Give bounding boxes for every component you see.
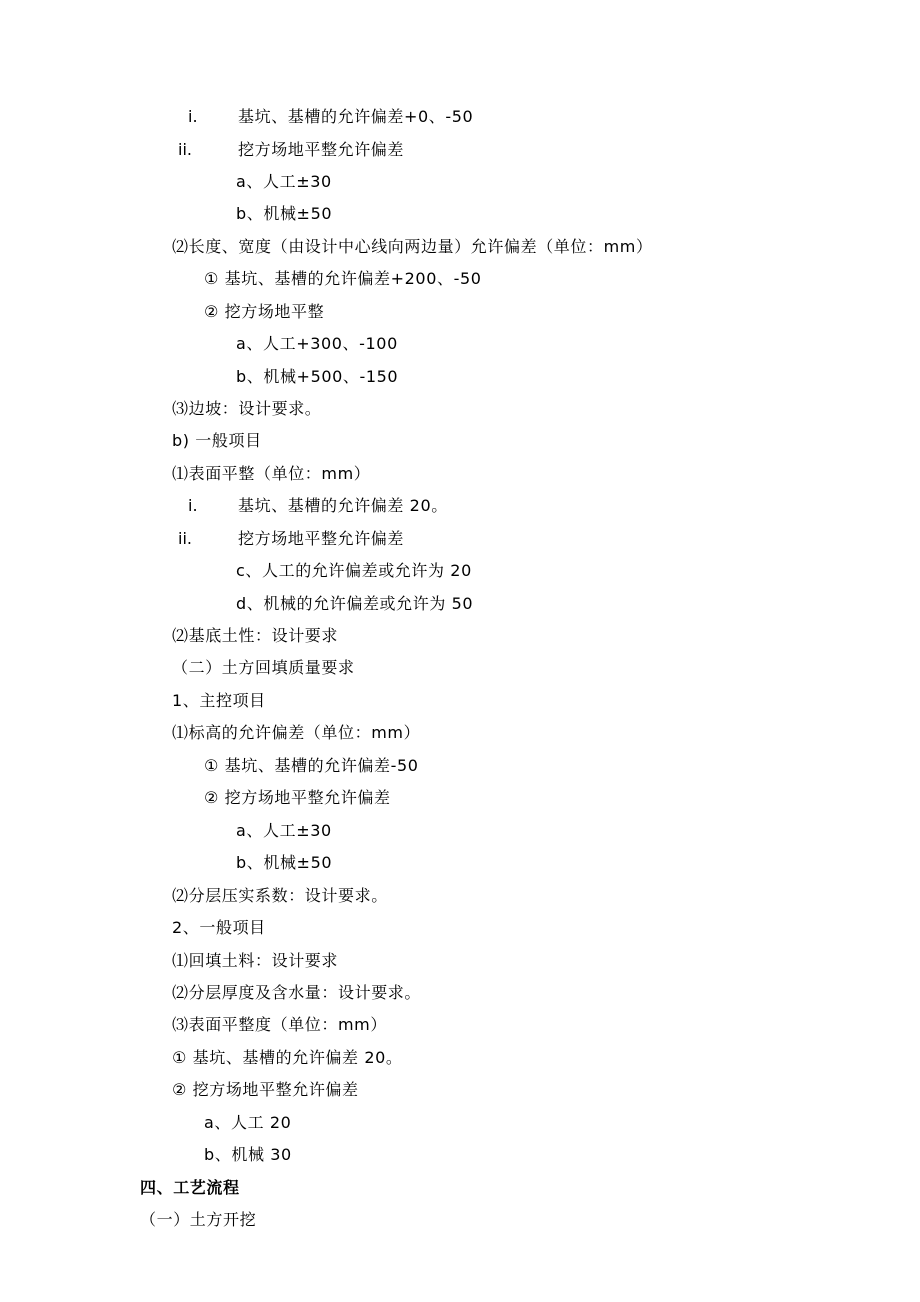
text-line: ② 挖方场地平整允许偏差 — [172, 1080, 359, 1099]
section-heading: 1、主控项目 — [172, 691, 266, 710]
text-line: a、人工±30 — [236, 172, 332, 191]
section-heading: 2、一般项目 — [172, 918, 266, 937]
text-line: ⑶边坡：设计要求。 — [172, 399, 322, 418]
list-marker-roman: ii. — [178, 529, 192, 548]
text-line: b、机械 30 — [204, 1145, 292, 1164]
text-line: a、人工 20 — [204, 1113, 292, 1132]
text-line: ⑶表面平整度（单位：mm） — [172, 1015, 387, 1034]
list-marker-roman: i. — [188, 496, 198, 515]
text-line: b、机械+500、-150 — [236, 367, 399, 386]
text-line: ⑵分层压实系数：设计要求。 — [172, 886, 388, 905]
text-line: c、人工的允许偏差或允许为 20 — [236, 561, 472, 580]
text-line: 挖方场地平整允许偏差 — [238, 140, 405, 159]
text-line: 挖方场地平整允许偏差 — [238, 529, 405, 548]
text-line: ① 基坑、基槽的允许偏差-50 — [204, 756, 419, 775]
chapter-heading: 四、工艺流程 — [140, 1178, 240, 1197]
text-line: a、人工±30 — [236, 821, 332, 840]
text-line: 基坑、基槽的允许偏差+0、-50 — [238, 107, 474, 126]
text-line: ⑵基底土性：设计要求 — [172, 626, 339, 645]
text-line: d、机械的允许偏差或允许为 50 — [236, 594, 474, 613]
text-line: b、机械±50 — [236, 853, 333, 872]
text-line: ⑵长度、宽度（由设计中心线向两边量）允许偏差（单位：mm） — [172, 237, 653, 256]
text-line: ⑴回填土料：设计要求 — [172, 951, 339, 970]
text-line: ② 挖方场地平整 — [204, 302, 325, 321]
list-marker-roman: ii. — [178, 140, 192, 159]
section-heading: （一）土方开挖 — [140, 1210, 257, 1229]
text-line: ⑴标高的允许偏差（单位：mm） — [172, 723, 421, 742]
text-line: ① 基坑、基槽的允许偏差+200、-50 — [204, 269, 482, 288]
text-line: a、人工+300、-100 — [236, 334, 398, 353]
text-line: ⑴表面平整（单位：mm） — [172, 464, 371, 483]
list-marker-roman: i. — [188, 107, 198, 126]
text-line: ② 挖方场地平整允许偏差 — [204, 788, 391, 807]
text-line: ⑵分层厚度及含水量：设计要求。 — [172, 983, 422, 1002]
text-line: b、机械±50 — [236, 204, 333, 223]
section-heading: b) 一般项目 — [172, 431, 262, 450]
text-line: ① 基坑、基槽的允许偏差 20。 — [172, 1048, 403, 1067]
text-line: 基坑、基槽的允许偏差 20。 — [238, 496, 448, 515]
section-heading: （二）土方回填质量要求 — [172, 658, 355, 677]
